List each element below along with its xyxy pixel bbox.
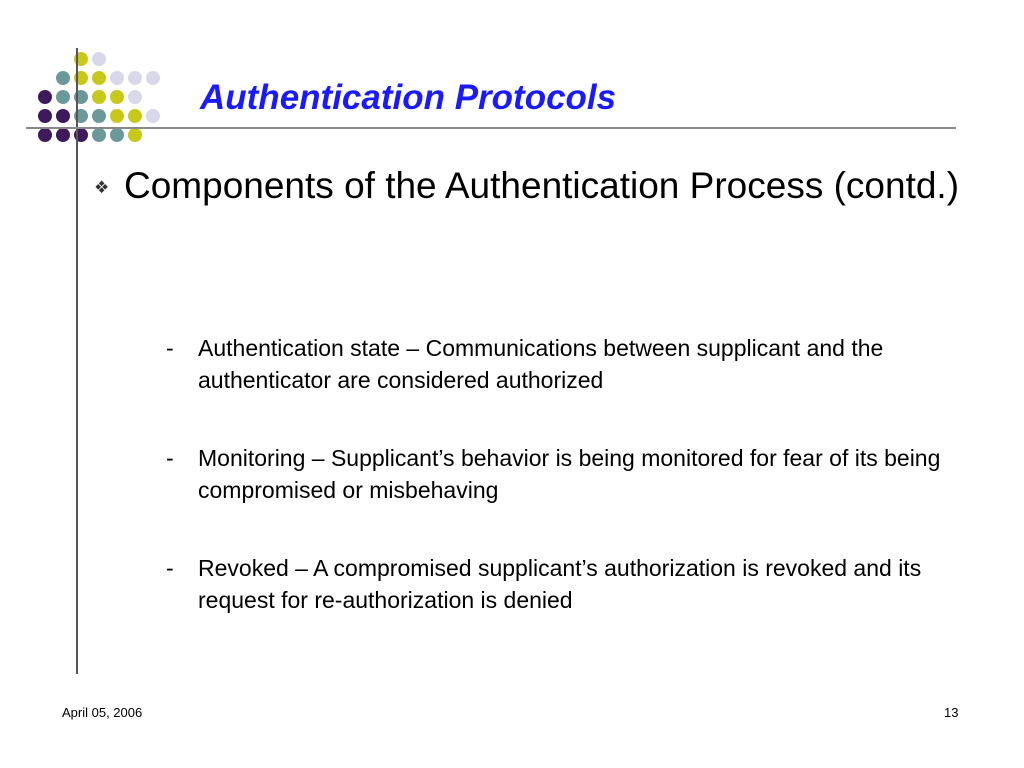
decorative-dot: [92, 52, 106, 66]
decorative-dot: [92, 71, 106, 85]
decorative-dot: [38, 128, 52, 142]
decorative-dot: [146, 109, 160, 123]
decorative-dot: [92, 109, 106, 123]
decorative-dot: [38, 90, 52, 104]
footer-date: April 05, 2006: [62, 705, 143, 720]
sub-item-text: Authentication state – Communications between supplicant and the authenticator are considered authorized: [198, 335, 884, 393]
decorative-dot: [56, 128, 70, 142]
main-bullet-text: Components of the Authentication Process (contd.): [124, 165, 960, 206]
decorative-dot: [110, 128, 124, 142]
decorative-dot: [146, 71, 160, 85]
decorative-dot: [110, 109, 124, 123]
decorative-dot: [128, 109, 142, 123]
decorative-dot: [38, 109, 52, 123]
decorative-dot: [56, 90, 70, 104]
vertical-divider: [76, 48, 78, 674]
dash-marker: -: [166, 445, 174, 471]
decorative-dot: [128, 71, 142, 85]
decorative-dot: [92, 90, 106, 104]
sub-item-text: Revoked – A compromised supplicant’s authorization is revoked and its request for re-authorization is denied: [198, 555, 922, 613]
decorative-dot: [110, 90, 124, 104]
main-bullet: [94, 164, 974, 208]
decorative-dot: [92, 128, 106, 142]
page-number: 13: [944, 705, 959, 720]
sub-item-text: Monitoring – Supplicant’s behavior is being monitored for fear of its being compromised or misbehaving: [198, 445, 941, 503]
dash-marker: -: [166, 335, 174, 361]
sub-item-revoked: [166, 552, 988, 616]
decorative-dot: [128, 128, 142, 142]
decorative-dot: [110, 71, 124, 85]
title-underline: [26, 127, 956, 129]
sub-item-monitoring: [166, 442, 988, 506]
decorative-dot: [128, 90, 142, 104]
diamond-bullet-icon: ❖: [94, 178, 110, 197]
sub-item-authentication-state: [166, 332, 988, 396]
decorative-dot: [56, 71, 70, 85]
decorative-dot: [56, 109, 70, 123]
slide-title: Authentication Protocols: [200, 78, 617, 117]
dash-marker: -: [166, 555, 174, 581]
